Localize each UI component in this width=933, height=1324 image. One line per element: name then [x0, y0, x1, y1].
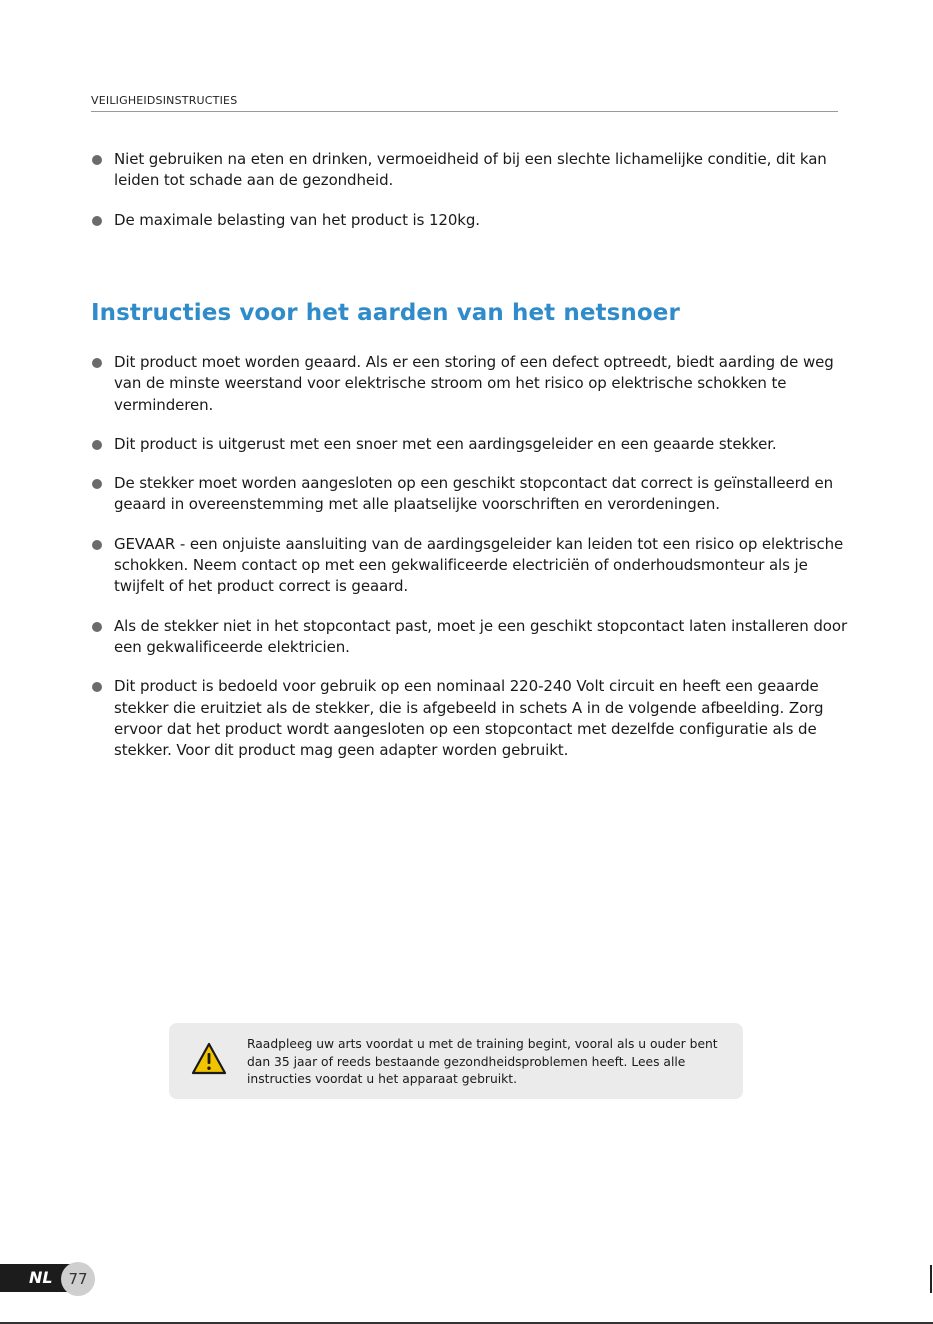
bullet-icon	[92, 682, 102, 692]
warning-triangle-icon	[191, 1042, 227, 1076]
section-title: Instructies voor het aarden van het netsnoer	[91, 300, 680, 326]
page-number: 77	[61, 1262, 95, 1296]
bullet-icon	[92, 358, 102, 368]
list-item-text: Niet gebruiken na eten en drinken, vermoeidheid of bij een slechte lichamelijke conditie, dit kan leiden tot schade aan de gezondheid.	[114, 150, 827, 190]
list-item	[91, 534, 861, 598]
list-item	[91, 434, 861, 455]
callout-text: Raadpleeg uw arts voordat u met de training begint, vooral als u ouder bent dan 35 jaar of reeds bestaande gezondheidsproblemen heeft. Lees alle instructies voordat u het apparaat gebruikt.	[247, 1037, 718, 1086]
list-item-text: Dit product is bedoeld voor gebruik op een nominaal 220-240 Volt circuit en heeft een geaarde stekker die eruitziet als de stekker, die is afgebeeld in schets A in de volgende afbeelding. Zorg ervoor dat het product wordt aangesloten op een stopcontact met dezelfde configuratie als de stekker. Voor dit product mag geen adapter worden gebruikt.	[114, 677, 824, 760]
list-item	[91, 352, 861, 416]
intro-bullet-list	[91, 149, 861, 249]
list-item-text: De stekker moet worden aangesloten op een geschikt stopcontact dat correct is geïnstalleerd en geaard in overeenstemming met alle plaatselijke voorschriften en verordeningen.	[114, 474, 834, 514]
page-header: VEILIGHEIDSINSTRUCTIES	[91, 94, 838, 112]
warning-callout	[169, 1023, 743, 1099]
edge-marker	[930, 1265, 932, 1293]
list-item-text: De maximale belasting van het product is 120kg.	[114, 210, 480, 229]
bullet-icon	[92, 155, 102, 165]
bullet-icon	[92, 216, 102, 226]
list-item-text: Dit product moet worden geaard. Als er een storing of een defect optreedt, biedt aarding de weg van de minste weerstand voor elektrische stroom om het risico op elektrische schokken te verminderen.	[114, 353, 834, 414]
list-item	[91, 676, 861, 761]
list-item	[91, 616, 861, 659]
bullet-icon	[92, 540, 102, 550]
list-item-text: GEVAAR - een onjuiste aansluiting van de aardingsgeleider kan leiden tot een risico op elektrische schokken. Neem contact op met een gekwalificeerde electriciën of onderhoudsmonteur als je twijfelt of het product correct is geaard.	[114, 534, 844, 596]
grounding-bullet-list	[91, 352, 861, 779]
bullet-icon	[92, 622, 102, 632]
list-item	[91, 210, 861, 231]
bullet-icon	[92, 440, 102, 450]
list-item-text: Dit product is uitgerust met een snoer met een aardingsgeleider en een geaarde stekker.	[114, 434, 777, 453]
bullet-icon	[92, 479, 102, 489]
list-item	[91, 473, 861, 516]
list-item	[91, 149, 861, 192]
footer-language: NL	[29, 1268, 53, 1287]
list-item-text: Als de stekker niet in het stopcontact past, moet je een geschikt stopcontact laten installeren door een gekwalificeerde elektricien.	[114, 616, 848, 656]
